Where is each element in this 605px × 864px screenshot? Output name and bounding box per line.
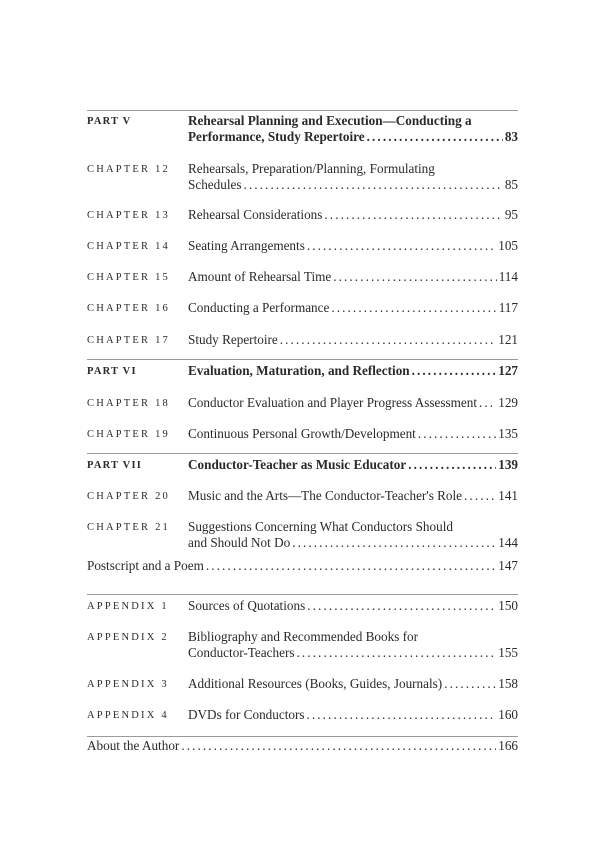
toc-entry-page-number: 114	[498, 269, 518, 284]
toc-entry-page-number: 150	[498, 598, 518, 613]
toc-entry-title: Study Repertoire	[188, 332, 278, 347]
toc-entry-page-number: 139	[498, 457, 518, 472]
divider-rule	[87, 359, 518, 360]
toc-entry-page-number: 85	[504, 177, 518, 192]
toc-entry-title: Bibliography and Recommended Books for	[188, 629, 419, 644]
toc-entry-label: APPENDIX 1	[87, 601, 169, 612]
toc-entry-label: CHAPTER 20	[87, 491, 170, 502]
toc-entry-page-number: 147	[498, 558, 518, 573]
toc-entry-title: About the Author	[87, 738, 180, 753]
toc-entry-page-number: 83	[504, 129, 518, 144]
toc-entry-page-number: 160	[498, 707, 518, 722]
toc-entry-label: CHAPTER 14	[87, 241, 170, 252]
toc-entry-title: Amount of Rehearsal Time	[188, 269, 332, 284]
dot-leader	[479, 395, 496, 411]
toc-entry[interactable]	[87, 558, 518, 574]
dot-leader	[306, 707, 496, 723]
toc-entry[interactable]	[87, 426, 518, 442]
dot-leader	[206, 558, 496, 574]
toc-entry[interactable]	[87, 395, 518, 411]
toc-entry-title: Evaluation, Maturation, and Reflection	[188, 363, 410, 378]
dot-leader	[280, 332, 496, 348]
toc-entry-title: Music and the Arts—The Conductor-Teacher's Role	[188, 488, 463, 503]
toc-entry-label: PART VII	[87, 460, 143, 471]
dot-leader	[243, 177, 502, 193]
dot-leader	[307, 238, 496, 254]
toc-entry-title: Sources of Quotations	[188, 598, 306, 613]
toc-entry-page-number: 105	[498, 238, 518, 253]
toc-entry-page-number: 158	[498, 676, 518, 691]
toc-entry-title: Rehearsals, Preparation/Planning, Formulating	[188, 161, 435, 176]
dot-leader	[181, 738, 496, 754]
toc-entry[interactable]	[87, 207, 518, 223]
dot-leader	[324, 207, 502, 223]
toc-entry-title: Continuous Personal Growth/Development	[188, 426, 416, 441]
toc-entry[interactable]	[87, 519, 518, 551]
toc-entry-label: CHAPTER 16	[87, 303, 170, 314]
toc-entry[interactable]	[87, 598, 518, 614]
toc-entry-label: CHAPTER 13	[87, 210, 170, 221]
toc-entry-page-number: 166	[498, 738, 518, 753]
divider-rule	[87, 110, 518, 111]
toc-entry-title: Seating Arrangements	[188, 238, 305, 253]
toc-entry-title: Conductor-Teacher as Music Educator	[188, 457, 407, 472]
toc-entry[interactable]	[87, 238, 518, 254]
toc-entry-label: APPENDIX 4	[87, 710, 169, 721]
toc-entry-label: APPENDIX 3	[87, 679, 169, 690]
toc-entry[interactable]	[87, 676, 518, 692]
toc-entry[interactable]	[87, 300, 518, 316]
dot-leader	[292, 535, 496, 551]
dot-leader	[296, 645, 496, 661]
toc-entry-title: Postscript and a Poem	[87, 558, 204, 573]
toc-entry-title: Suggestions Concerning What Conductors Should	[188, 519, 453, 534]
toc-entry-title: Schedules	[188, 177, 242, 192]
toc-entry[interactable]	[87, 488, 518, 504]
toc-entry[interactable]	[87, 113, 518, 145]
toc-entry-page-number: 121	[498, 332, 518, 347]
toc-entry[interactable]	[87, 707, 518, 723]
toc-entry[interactable]	[87, 269, 518, 285]
dot-leader	[444, 676, 496, 692]
divider-rule	[87, 736, 518, 737]
toc-entry-label: CHAPTER 18	[87, 398, 170, 409]
toc-entry-label: CHAPTER 12	[87, 164, 170, 175]
toc-entry-title: Rehearsal Planning and Execution—Conducting a	[188, 113, 472, 128]
toc-entry-title: and Should Not Do	[188, 535, 291, 550]
dot-leader	[333, 269, 496, 285]
divider-rule	[87, 453, 518, 454]
toc-entry-title: Rehearsal Considerations	[188, 207, 323, 222]
toc-entry-label: CHAPTER 17	[87, 335, 170, 346]
toc-entry[interactable]	[87, 363, 518, 379]
toc-entry-page-number: 129	[498, 395, 518, 410]
toc-entry-page-number: 155	[498, 645, 518, 660]
toc-entry-title: Conductor-Teachers	[188, 645, 295, 660]
toc-entry-label: CHAPTER 15	[87, 272, 170, 283]
toc-entry-title: Performance, Study Repertoire	[188, 129, 365, 144]
dot-leader	[367, 129, 503, 145]
toc-entry[interactable]	[87, 332, 518, 348]
toc-entry-title: DVDs for Conductors	[188, 707, 305, 722]
dot-leader	[412, 363, 497, 379]
dot-leader	[307, 598, 496, 614]
toc-entry-page-number: 127	[498, 363, 518, 378]
toc-entry-label: PART V	[87, 116, 132, 127]
toc-entry-page-number: 117	[498, 300, 518, 315]
toc-entry[interactable]	[87, 738, 518, 754]
dot-leader	[331, 300, 496, 316]
dot-leader	[464, 488, 496, 504]
dot-leader	[418, 426, 496, 442]
toc-entry-title: Conducting a Performance	[188, 300, 330, 315]
toc-entry-title: Additional Resources (Books, Guides, Journals)	[188, 676, 443, 691]
toc-entry-label: CHAPTER 21	[87, 522, 170, 533]
toc-entry-title: Conductor Evaluation and Player Progress Assessment	[188, 395, 477, 410]
toc-entry-label: CHAPTER 19	[87, 429, 170, 440]
toc-entry[interactable]	[87, 629, 518, 661]
toc-entry-page-number: 141	[498, 488, 518, 503]
toc-entry-page-number: 95	[504, 207, 518, 222]
dot-leader	[408, 457, 496, 473]
toc-entry-label: APPENDIX 2	[87, 632, 169, 643]
toc-entry[interactable]	[87, 457, 518, 473]
toc-entry[interactable]	[87, 161, 518, 193]
toc-entry-label: PART VI	[87, 366, 137, 377]
toc-entry-page-number: 144	[498, 535, 518, 550]
toc-entry-page-number: 135	[498, 426, 518, 441]
divider-rule	[87, 594, 518, 595]
